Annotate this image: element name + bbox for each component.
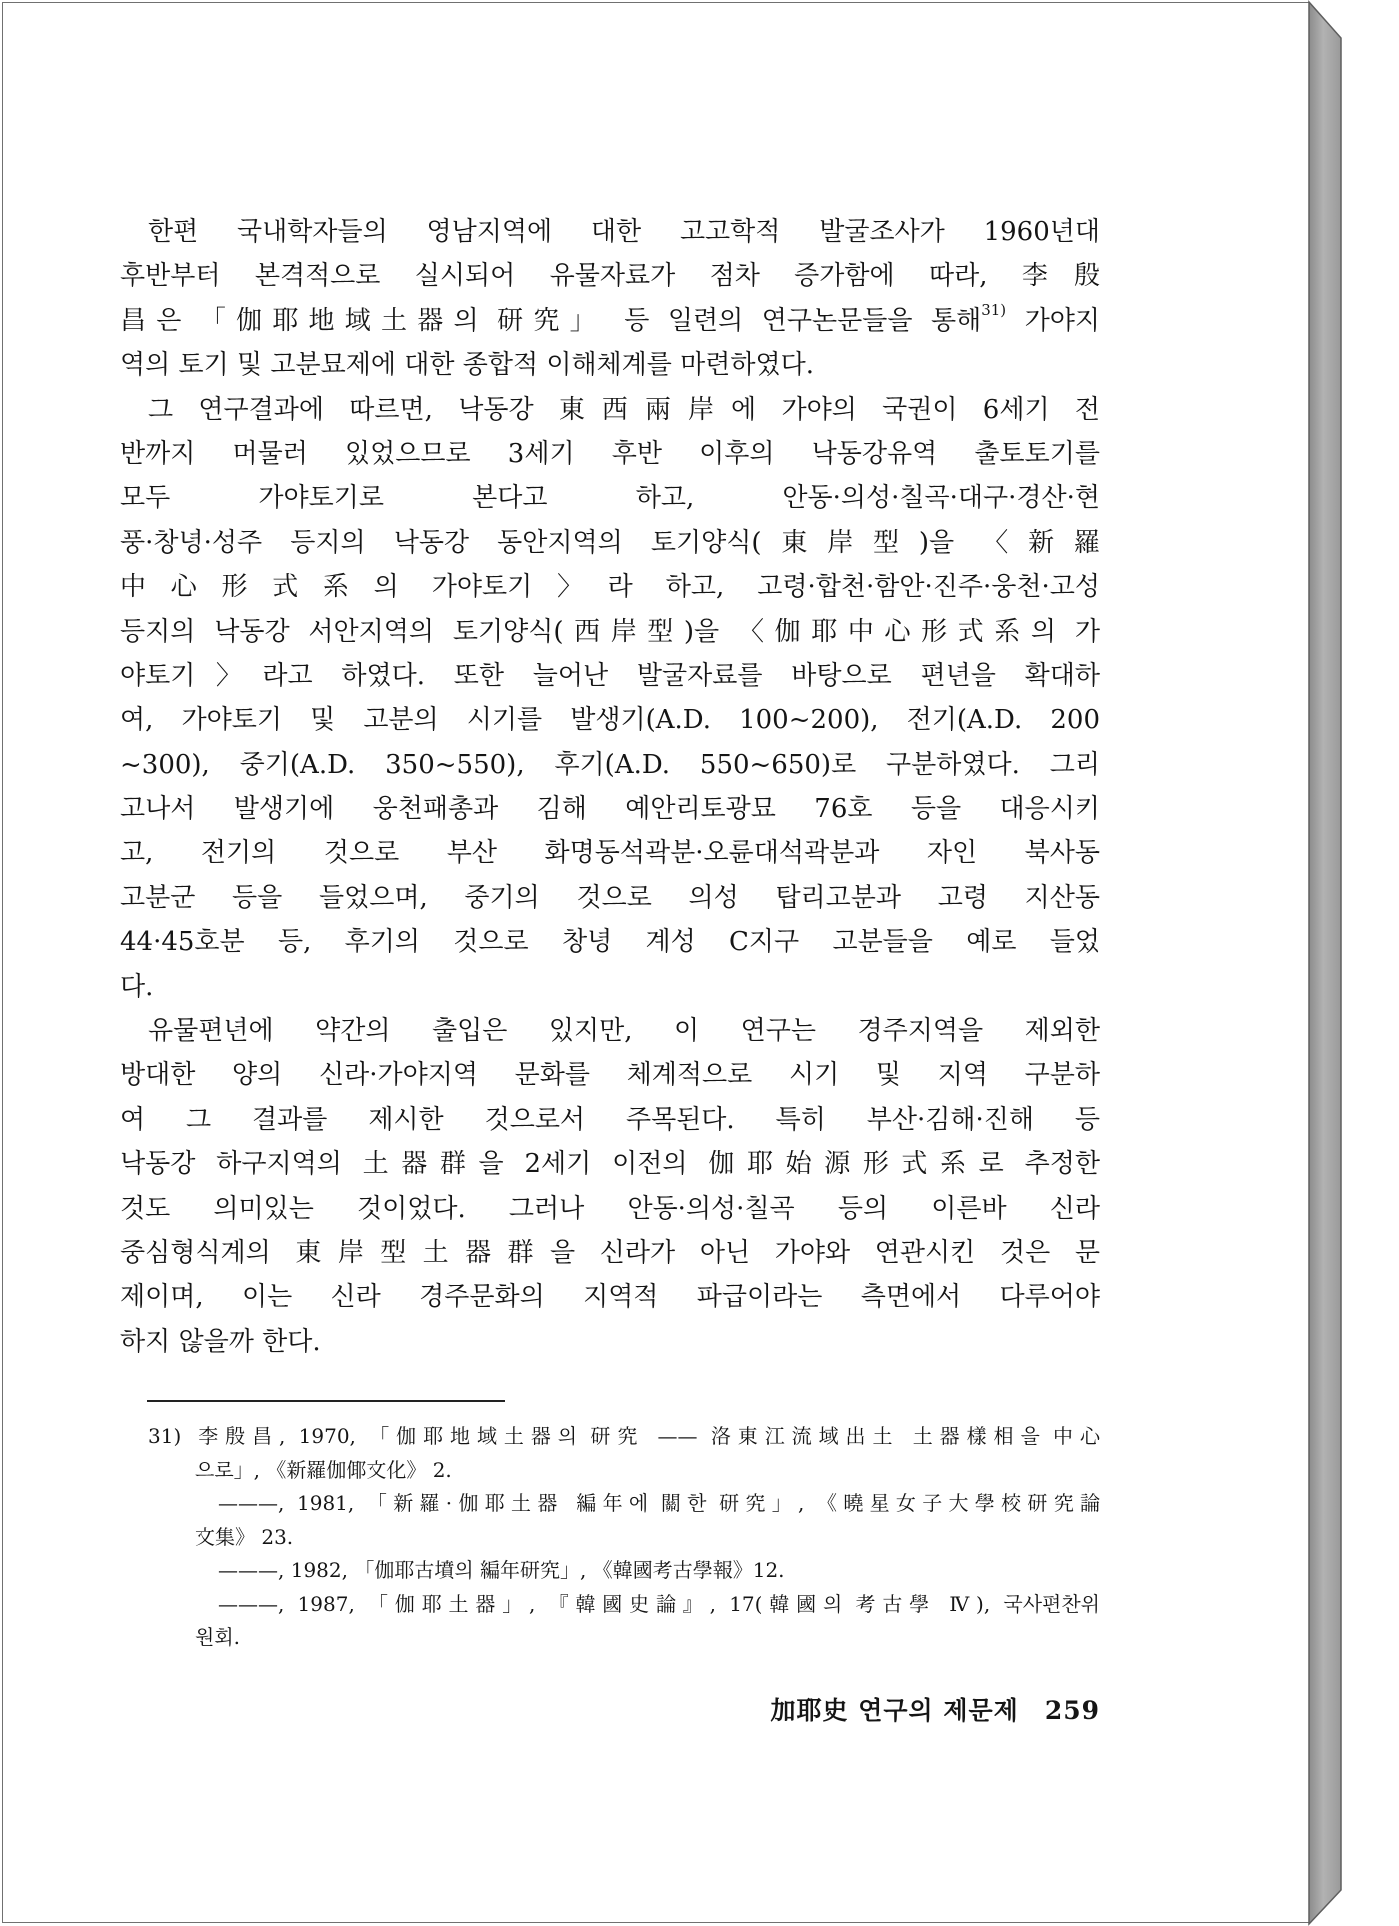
footnote-text: 李殷昌, 1970, 「伽耶地域土器의 研究 —— 洛東江流域出土 土器樣相을 中心 bbox=[191, 1424, 1100, 1448]
body-line: 야토기〉라고 하였다. 또한 늘어난 발굴자료를 바탕으로 편년을 확대하 bbox=[120, 660, 1100, 691]
body-line: ~300), 중기(A.D. 350~550), 후기(A.D. 550~650)로 구분하였다. 그리 bbox=[120, 749, 1100, 780]
body-line: 방대한 양의 신라·가야지역 문화를 체계적으로 시기 및 지역 구분하 bbox=[120, 1060, 1100, 1091]
body-line: 고, 전기의 것으로 부산 화명동석곽분·오륜대석곽분과 자인 북사동 bbox=[120, 838, 1100, 869]
footnote-line: 원회. bbox=[195, 1625, 240, 1649]
footnote-entry bbox=[148, 1588, 1100, 1655]
body-line: 등지의 낙동강 서안지역의 토기양식(西岸型)을 〈伽耶中心形式系의 가 bbox=[120, 616, 1100, 647]
footnote-number: 31) bbox=[148, 1424, 182, 1448]
running-title: 加耶史 연구의 제문제 bbox=[770, 1696, 1019, 1725]
body-line: 반까지 머물러 있었으므로 3세기 후반 이후의 낙동강유역 출토토기를 bbox=[120, 438, 1100, 469]
body-line: 그 연구결과에 따르면, 낙동강 東西兩岸에 가야의 국권이 6세기 전 bbox=[148, 394, 1100, 425]
footnote-entry bbox=[148, 1554, 1100, 1588]
body-line: 중심형식계의 東岸型土器群을 신라가 아닌 가야와 연관시킨 것은 문 bbox=[120, 1237, 1100, 1268]
body-line: 여, 가야토기 및 고분의 시기를 발생기(A.D. 100~200), 전기(A.D. 200 bbox=[120, 705, 1100, 736]
body-line: 한편 국내학자들의 영남지역에 대한 고고학적 발굴조사가 1960년대 bbox=[148, 217, 1100, 247]
body-line: 유물편년에 약간의 출입은 있지만, 이 연구는 경주지역을 제외한 bbox=[148, 1016, 1100, 1047]
body-line: 것도 의미있는 것이었다. 그러나 안동·의성·칠곡 등의 이른바 신라 bbox=[120, 1193, 1100, 1224]
paragraph bbox=[120, 1009, 1100, 1364]
footnote-rule bbox=[147, 1400, 505, 1402]
body-line: 역의 토기 및 고분묘제에 대한 종합적 이해체계를 마련하였다. bbox=[120, 350, 815, 381]
paragraph bbox=[120, 210, 1100, 388]
body-line-text: 昌은 「伽耶地域土器의 研究」 등 일련의 연구논문들을 통해 bbox=[120, 305, 982, 336]
body-line: 中心形式系의 가야토기〉라 하고, 고령·합천·함안·진주·웅천·고성 bbox=[120, 572, 1100, 603]
paragraph bbox=[120, 388, 1100, 1009]
body-line: 낙동강 하구지역의 土器群을 2세기 이전의 伽耶始源形式系로 추정한 bbox=[120, 1149, 1100, 1180]
footnote-line: 文集》 23. bbox=[195, 1524, 294, 1549]
footnote-line: ———, 1982, 「伽耶古墳의 編年研究」, 《韓國考古學報》12. bbox=[218, 1558, 785, 1582]
footnote-line bbox=[148, 1420, 1100, 1454]
body-line-text: 가야지 bbox=[1006, 305, 1100, 336]
body-line: 후반부터 본격적으로 실시되어 유물자료가 점차 증가함에 따라, 李殷 bbox=[120, 261, 1100, 292]
body-line: 하지 않을까 한다. bbox=[120, 1326, 321, 1357]
body-line: 제이며, 이는 신라 경주문화의 지역적 파급이라는 측면에서 다루어야 bbox=[120, 1282, 1100, 1313]
footnote-line: ———, 1981, 「新羅·伽耶土器 編年에 關한 研究」, 《曉星女子大學校研究論 bbox=[218, 1491, 1100, 1515]
body-line: 여 그 결과를 제시한 것으로서 주목된다. 특히 부산·김해·진해 등 bbox=[120, 1104, 1100, 1135]
body-text bbox=[120, 210, 1100, 1364]
page-number: 259 bbox=[1044, 1696, 1100, 1725]
footnote-entry bbox=[148, 1420, 1100, 1487]
footnote-entry bbox=[148, 1487, 1100, 1554]
body-line bbox=[120, 299, 1100, 343]
footnote-line: 으로」, 《新羅伽倻文化》 2. bbox=[195, 1457, 452, 1482]
running-footer bbox=[600, 1694, 1100, 1728]
body-line: 다. bbox=[120, 971, 154, 1002]
body-line: 고분군 등을 들었으며, 중기의 것으로 의성 탑리고분과 고령 지산동 bbox=[120, 882, 1100, 913]
body-line: 모두 가야토기로 본다고 하고, 안동·의성·칠곡·대구·경산·현 bbox=[120, 483, 1100, 514]
footnote-line: ———, 1987, 「伽耶土器」, 『韓國史論』, 17(韓國의 考古學 Ⅳ), 국사편찬위 bbox=[218, 1591, 1100, 1616]
body-line: 44·45호분 등, 후기의 것으로 창녕 계성 C지구 고분들을 예로 들었 bbox=[120, 927, 1100, 958]
footnotes bbox=[148, 1420, 1100, 1655]
body-line: 풍·창녕·성주 등지의 낙동강 동안지역의 토기양식(東岸型)을 〈新羅 bbox=[120, 527, 1100, 558]
footnote-ref-31: 31) bbox=[981, 300, 1007, 319]
body-line: 고나서 발생기에 웅천패총과 김해 예안리토광묘 76호 등을 대응시키 bbox=[120, 794, 1100, 825]
